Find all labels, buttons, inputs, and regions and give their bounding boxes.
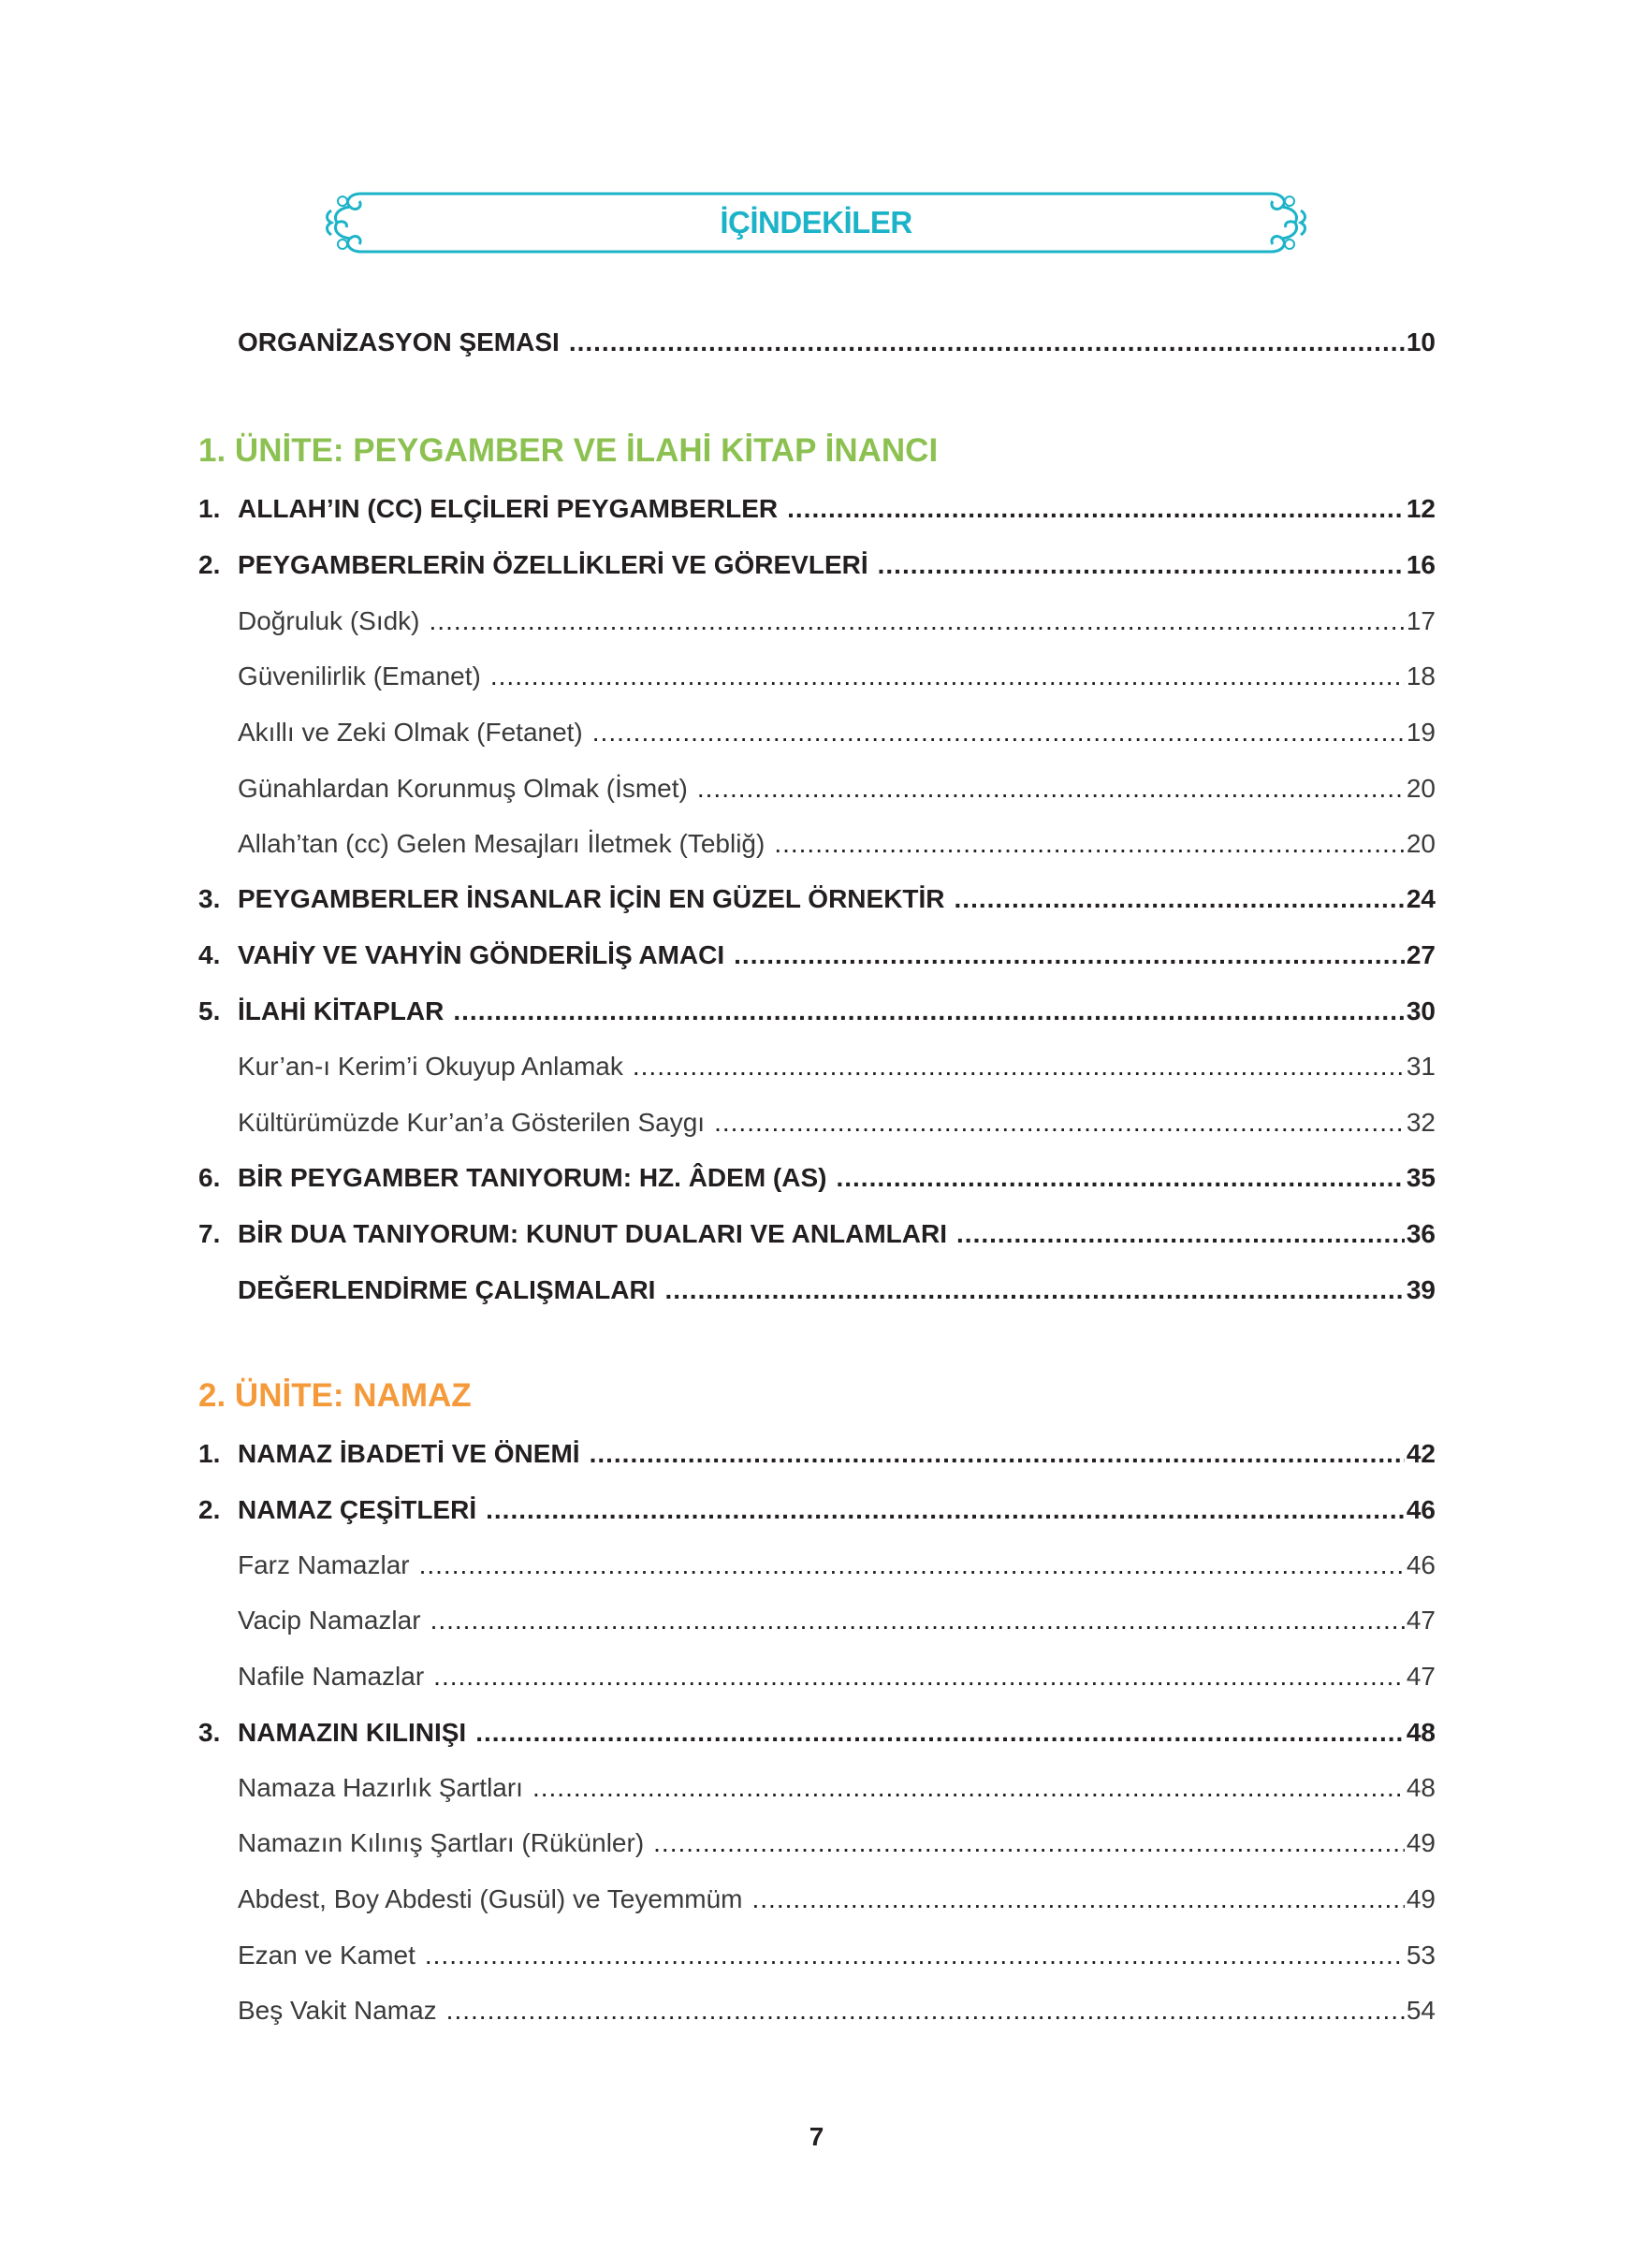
toc-subentry[interactable]: [198, 718, 1436, 755]
toc-leader-dots: [490, 662, 1405, 691]
toc-entry-title: Namazın Kılınış Şartları (Rükünler): [238, 1828, 645, 1857]
toc-entry-title: Abdest, Boy Abdesti (Gusül) ve Teyemmüm: [238, 1884, 743, 1913]
toc-entry-title: ALLAH’IN (CC) ELÇİLERİ PEYGAMBERLER: [238, 494, 779, 523]
toc-leader-dots: [453, 996, 1404, 1026]
toc-subentry[interactable]: [198, 662, 1436, 699]
toc-entry[interactable]: [198, 1275, 1436, 1313]
toc-subentry[interactable]: [198, 606, 1436, 644]
toc-entry-title: NAMAZ ÇEŞİTLERİ: [238, 1495, 477, 1524]
toc-leader-dots: [425, 1941, 1405, 1970]
toc-entry-page: 48: [1406, 1773, 1436, 1802]
toc-leader-dots: [532, 1773, 1405, 1803]
toc-entry-page: 47: [1406, 1662, 1436, 1691]
toc-entry-page: 16: [1406, 550, 1436, 579]
header-banner: [324, 182, 1308, 263]
toc-entry-title: DEĞERLENDİRME ÇALIŞMALARI: [238, 1275, 656, 1304]
toc-leader-dots: [752, 1884, 1405, 1914]
toc-entry-number: 3.: [198, 884, 221, 913]
toc-leader-dots: [955, 884, 1405, 914]
toc-entry-title: İLAHİ KİTAPLAR: [238, 996, 445, 1025]
toc-entry-title: Namaza Hazırlık Şartları: [238, 1773, 523, 1802]
toc-entry-page: 20: [1406, 829, 1436, 858]
unit-2-heading: 2. ÜNİTE: NAMAZ: [198, 1377, 472, 1414]
toc-entry-title: Farz Namazlar: [238, 1550, 410, 1579]
toc-subentry[interactable]: [198, 1941, 1436, 1978]
toc-entry-title: BİR PEYGAMBER TANIYORUM: HZ. ÂDEM (AS): [238, 1163, 827, 1192]
toc-entry-title: Nafile Namazlar: [238, 1662, 425, 1691]
toc-entry-page: 17: [1406, 606, 1436, 635]
toc-entry-title: PEYGAMBERLER İNSANLAR İÇİN EN GÜZEL ÖRNEKTİR: [238, 884, 945, 913]
toc-entry-page: 24: [1406, 884, 1436, 913]
toc-leader-dots: [475, 1718, 1405, 1748]
toc-entry-title: BİR DUA TANIYORUM: KUNUT DUALARI VE ANLAMLARI: [238, 1219, 948, 1248]
toc-entry[interactable]: [198, 550, 1436, 588]
toc-entry-title: PEYGAMBERLERİN ÖZELLİKLERİ VE GÖREVLERİ: [238, 550, 868, 579]
toc-entry-title: Vacip Namazlar: [238, 1606, 421, 1635]
toc-entry-page: 42: [1406, 1439, 1436, 1468]
toc-subentry[interactable]: [198, 1884, 1436, 1922]
toc-entry-page: 49: [1406, 1884, 1436, 1913]
toc-entry-number: 7.: [198, 1219, 221, 1248]
toc-leader-dots: [734, 940, 1405, 970]
toc-leader-dots: [446, 1996, 1405, 2026]
page-title: İÇİNDEKİLER: [720, 205, 912, 240]
toc-entry-title: NAMAZ İBADETİ VE ÖNEMİ: [238, 1439, 580, 1468]
toc-entry-title: Allah’tan (cc) Gelen Mesajları İletmek (Tebliğ): [238, 829, 765, 858]
toc-entry-page: 20: [1406, 774, 1436, 803]
toc-leader-dots: [486, 1495, 1405, 1525]
toc-leader-dots: [787, 494, 1405, 524]
toc-leader-dots: [592, 718, 1405, 748]
toc-entry-title: VAHİY VE VAHYİN GÖNDERİLİŞ AMACI: [238, 940, 725, 969]
toc-entry-number: 4.: [198, 940, 221, 969]
toc-entry-title: Ezan ve Kamet: [238, 1941, 416, 1970]
toc-leader-dots: [430, 606, 1405, 636]
toc-leader-dots: [714, 1108, 1405, 1138]
toc-entry[interactable]: [198, 1495, 1436, 1533]
toc-leader-dots: [664, 1275, 1404, 1305]
toc-entry-page: 19: [1406, 718, 1436, 747]
toc-leader-dots: [774, 829, 1405, 859]
page-number: 7: [809, 2122, 824, 2151]
toc-entry-page: 27: [1406, 940, 1436, 969]
toc-leader-dots: [430, 1606, 1405, 1636]
toc-entry[interactable]: [198, 1718, 1436, 1755]
toc-subentry[interactable]: [198, 1828, 1436, 1866]
toc-subentry[interactable]: [198, 774, 1436, 811]
toc-entry-title: ORGANİZASYON ŞEMASI: [238, 327, 560, 356]
toc-subentry[interactable]: [198, 829, 1436, 866]
toc-entry-page: 53: [1406, 1941, 1436, 1970]
toc-leader-dots: [653, 1828, 1405, 1858]
toc-entry[interactable]: [198, 940, 1436, 978]
toc-leader-dots: [836, 1163, 1404, 1193]
toc-entry-page: 10: [1406, 327, 1436, 356]
toc-entry-page: 46: [1406, 1495, 1436, 1524]
toc-entry-page: 32: [1406, 1108, 1436, 1137]
toc-entry-number: 1.: [198, 494, 221, 523]
toc-entry-number: 2.: [198, 550, 221, 579]
toc-entry-number: 1.: [198, 1439, 221, 1468]
toc-entry-title: Kur’an-ı Kerim’i Okuyup Anlamak: [238, 1052, 623, 1081]
toc-subentry[interactable]: [198, 1996, 1436, 2033]
toc-subentry[interactable]: [198, 1052, 1436, 1089]
toc-leader-dots: [433, 1662, 1405, 1692]
toc-subentry[interactable]: [198, 1550, 1436, 1588]
toc-entry[interactable]: [198, 1439, 1436, 1476]
toc-entry[interactable]: [198, 1219, 1436, 1257]
toc-entry-page: 54: [1406, 1996, 1436, 2025]
toc-entry-number: 3.: [198, 1718, 221, 1747]
toc-entry-page: 30: [1406, 996, 1436, 1025]
toc-entry-page: 35: [1406, 1163, 1436, 1192]
toc-entry-page: 49: [1406, 1828, 1436, 1857]
toc-entry-page: 36: [1406, 1219, 1436, 1248]
toc-entry[interactable]: [198, 1163, 1436, 1200]
toc-subentry[interactable]: [198, 1662, 1436, 1699]
toc-leader-dots: [956, 1219, 1405, 1249]
toc-entry[interactable]: [198, 996, 1436, 1034]
toc-leader-dots: [590, 1439, 1405, 1469]
toc-entry-page: 46: [1406, 1550, 1436, 1579]
toc-entry-title: Günahlardan Korunmuş Olmak (İsmet): [238, 774, 688, 803]
toc-entry[interactable]: [198, 494, 1436, 531]
toc-leader-dots: [419, 1550, 1405, 1580]
toc-leader-dots: [697, 774, 1405, 804]
toc-entry-page: 31: [1406, 1052, 1436, 1081]
toc-entry-title: NAMAZIN KILINIŞI: [238, 1718, 467, 1747]
toc-entry-page: 39: [1406, 1275, 1436, 1304]
toc-entry-title: Güvenilirlik (Emanet): [238, 662, 481, 691]
toc-leader-dots: [569, 327, 1405, 357]
toc-subentry[interactable]: [198, 1108, 1436, 1145]
unit-1-heading: 1. ÜNİTE: PEYGAMBER VE İLAHİ KİTAP İNANCI: [198, 432, 939, 469]
toc-subentry[interactable]: [198, 1773, 1436, 1810]
toc-entry-number: 5.: [198, 996, 221, 1025]
toc-entry-page: 18: [1406, 662, 1436, 691]
toc-entry-title: Beş Vakit Namaz: [238, 1996, 437, 2025]
toc-entry-number: 6.: [198, 1163, 221, 1192]
toc-entry-page: 12: [1406, 494, 1436, 523]
toc-entry-page: 47: [1406, 1606, 1436, 1635]
toc-entry-title: Akıllı ve Zeki Olmak (Fetanet): [238, 718, 583, 747]
toc-entry[interactable]: [198, 884, 1436, 922]
toc-leader-dots: [878, 550, 1405, 580]
toc-entry-title: Doğruluk (Sıdk): [238, 606, 420, 635]
toc-entry-number: 2.: [198, 1495, 221, 1524]
toc-entry-page: 48: [1406, 1718, 1436, 1747]
toc-entry-organization-chart[interactable]: [198, 327, 1436, 365]
toc-entry-title: Kültürümüzde Kur’an’a Gösterilen Saygı: [238, 1108, 706, 1137]
toc-subentry[interactable]: [198, 1606, 1436, 1643]
toc-leader-dots: [633, 1052, 1405, 1082]
